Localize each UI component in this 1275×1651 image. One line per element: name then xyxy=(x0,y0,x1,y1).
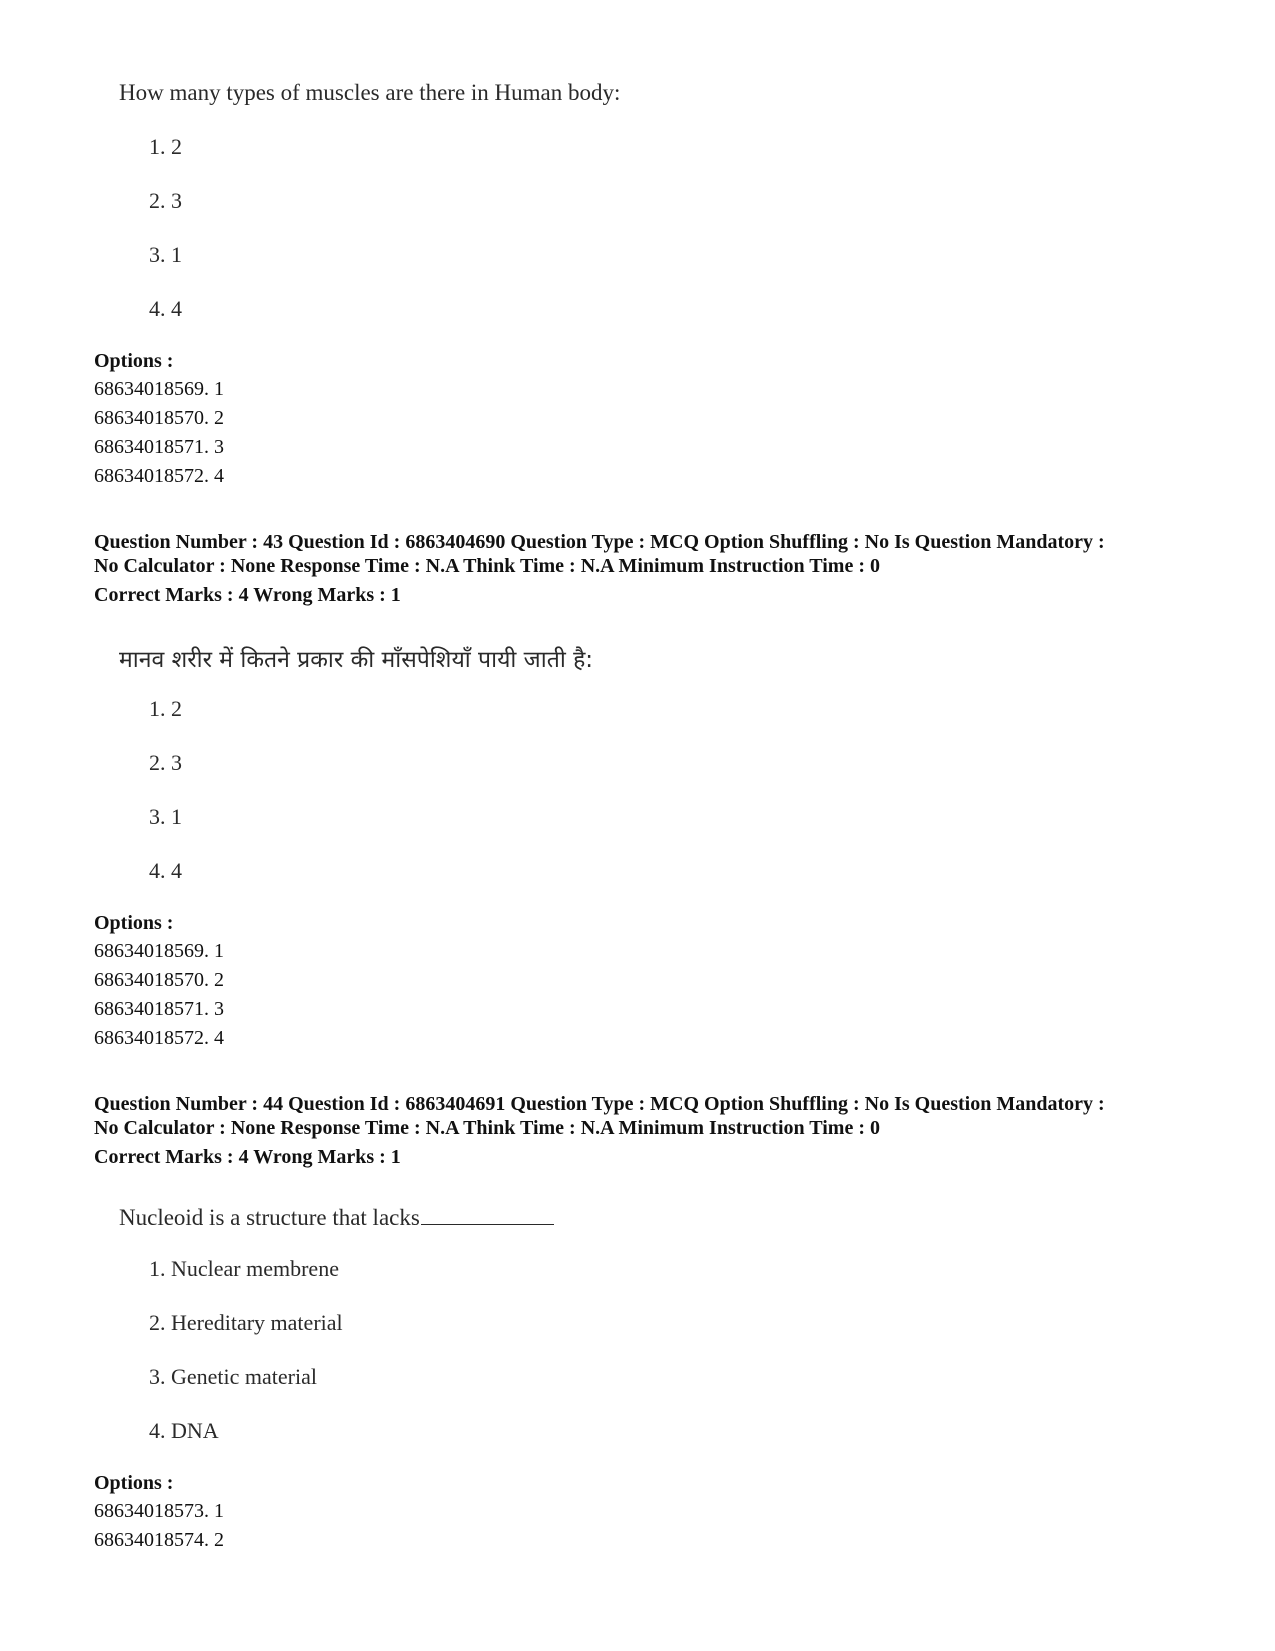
choice-4: 4. DNA xyxy=(149,1418,219,1443)
options-label: Options : xyxy=(94,912,174,934)
option-id-1: 68634018569. 1 xyxy=(94,378,224,400)
question-header-line-2: No Calculator : None Response Time : N.A Think Time : N.A Minimum Instruction Time : 0 xyxy=(94,1117,880,1139)
choice-3: 3. 1 xyxy=(149,242,182,267)
answer-blank xyxy=(421,1202,554,1225)
question-text-row xyxy=(119,1202,554,1231)
option-id-2: 68634018570. 2 xyxy=(94,407,224,429)
choice-4: 4. 4 xyxy=(149,296,182,321)
option-id-2: 68634018574. 2 xyxy=(94,1529,224,1551)
choice-3: 3. 1 xyxy=(149,804,182,829)
option-id-4: 68634018572. 4 xyxy=(94,465,224,487)
question-header-line-2: No Calculator : None Response Time : N.A Think Time : N.A Minimum Instruction Time : 0 xyxy=(94,555,880,577)
question-header-line-1: Question Number : 43 Question Id : 6863404690 Question Type : MCQ Option Shuffling : No Is Question Mandatory : xyxy=(94,531,1105,553)
options-label: Options : xyxy=(94,350,174,372)
option-id-1: 68634018573. 1 xyxy=(94,1500,224,1522)
choice-1: 1. 2 xyxy=(149,134,182,159)
option-id-1: 68634018569. 1 xyxy=(94,940,224,962)
choice-2: 2. Hereditary material xyxy=(149,1310,343,1335)
option-id-3: 68634018571. 3 xyxy=(94,998,224,1020)
question-text: Nucleoid is a structure that lacks xyxy=(119,1205,420,1230)
options-label: Options : xyxy=(94,1472,174,1494)
question-marks: Correct Marks : 4 Wrong Marks : 1 xyxy=(94,584,401,606)
option-id-3: 68634018571. 3 xyxy=(94,436,224,458)
choice-2: 2. 3 xyxy=(149,750,182,775)
choice-2: 2. 3 xyxy=(149,188,182,213)
option-id-2: 68634018570. 2 xyxy=(94,969,224,991)
option-id-4: 68634018572. 4 xyxy=(94,1027,224,1049)
question-text: How many types of muscles are there in Human body: xyxy=(119,80,621,105)
choice-3: 3. Genetic material xyxy=(149,1364,317,1389)
choice-1: 1. 2 xyxy=(149,696,182,721)
choice-4: 4. 4 xyxy=(149,858,182,883)
question-marks: Correct Marks : 4 Wrong Marks : 1 xyxy=(94,1146,401,1168)
question-text: मानव शरीर में कितने प्रकार की माँसपेशियाँ पायी जाती है: xyxy=(119,647,594,673)
choice-1: 1. Nuclear membrene xyxy=(149,1256,339,1281)
question-header-line-1: Question Number : 44 Question Id : 6863404691 Question Type : MCQ Option Shuffling : No Is Question Mandatory : xyxy=(94,1093,1105,1115)
